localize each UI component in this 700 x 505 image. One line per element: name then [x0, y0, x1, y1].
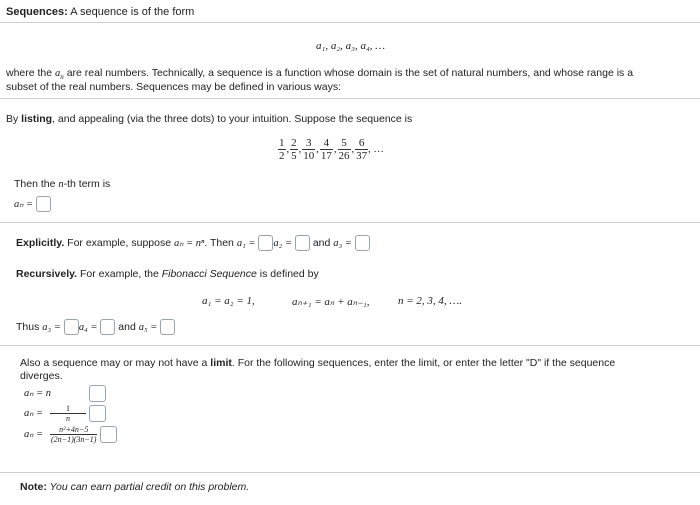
- fib-eq-1: a₁ = a₂ = 1,: [202, 295, 255, 307]
- limit-1-box[interactable]: [89, 385, 106, 402]
- sequence-term: $\frac{6}{37}$: [356, 137, 368, 162]
- an-row: [14, 196, 51, 212]
- sequence-dots: , …: [368, 144, 384, 155]
- explicit-a1-box[interactable]: [258, 235, 273, 251]
- note-line: [20, 481, 249, 493]
- limit-item-1: aₙ = n: [24, 385, 106, 402]
- explicit-line: Explicitly. For example, suppose aₙ = nⁿ. Then a₁ = a₂ = and a₃ =: [16, 235, 370, 251]
- header-line: [6, 6, 194, 18]
- intro-line-2: subset of the real numbers. Sequences may be defined in various ways:: [6, 81, 342, 93]
- an-label: aₙ =: [14, 198, 34, 210]
- recursive-a4-box[interactable]: [100, 319, 115, 335]
- section-divider-2: [0, 222, 700, 223]
- sequence-term: $\frac{5}{26}$: [338, 137, 350, 162]
- fib-eq-2: aₙ₊₁ = aₙ + aₙ₋₁,: [292, 296, 370, 308]
- limit-3-box[interactable]: [100, 426, 117, 443]
- explicit-a2-box[interactable]: [295, 235, 310, 251]
- intro-line-1: where the $a_n$ are real numbers. Technically, a sequence is a function whose domain is the set of natural numbers, and whose range is a: [6, 67, 634, 82]
- recursive-a5-box[interactable]: [160, 319, 175, 335]
- header-text: A sequence is of the form: [67, 6, 195, 18]
- sequence-term: $\frac{1}{2}$: [279, 137, 285, 162]
- header-title: Sequences:: [6, 6, 68, 18]
- sequence-comma: ,: [316, 144, 319, 155]
- thus-line: Thus a₃ = a₄ = and a₅ =: [16, 319, 175, 335]
- sequence-term: $\frac{4}{17}$: [320, 137, 332, 162]
- recursive-a3-box[interactable]: [64, 319, 79, 335]
- listing-sequence: [278, 137, 384, 162]
- sequence-comma: ,: [298, 144, 302, 155]
- listing-line: By listing, and appealing (via the three dots) to your intuition. Suppose the sequence is: [6, 113, 413, 125]
- sequence-term: $\frac{3}{10}$: [303, 137, 315, 162]
- an-answer-box[interactable]: [36, 196, 51, 212]
- sequence-comma: ,: [351, 144, 355, 155]
- limit-item-3: aₙ = $\frac{\text{n²+4n−5}}{(2n-1)(3n-1)}$: [24, 425, 117, 444]
- limit-2-box[interactable]: [89, 405, 106, 422]
- nth-term-line: Then the n-th term is: [14, 178, 111, 190]
- explicit-a3-box[interactable]: [355, 235, 370, 251]
- limit-line-2: diverges.: [20, 370, 63, 382]
- general-form: a₁, a₂, a₃, a₄, …: [316, 40, 386, 52]
- section-divider-3: [0, 345, 700, 346]
- fib-eq-3: n = 2, 3, 4, ….: [398, 295, 462, 307]
- sequence-comma: ,: [286, 144, 290, 155]
- sequence-comma: ,: [333, 144, 337, 155]
- note-text: You can earn partial credit on this problem.: [46, 481, 250, 493]
- section-divider-1: [0, 98, 700, 99]
- sequence-term: $\frac{2}{5}$: [291, 137, 297, 162]
- note-label: Note:: [20, 481, 47, 493]
- recursive-line: Recursively. For example, the Fibonacci Sequence is defined by: [16, 268, 319, 280]
- header-divider: [0, 22, 700, 23]
- intro-var: $a_n$: [55, 68, 64, 82]
- limit-item-2: aₙ = $\frac{1}{n}$: [24, 404, 106, 423]
- limit-line-1: Also a sequence may or may not have a limit. For the following sequences, enter the limit, or enter the letter "D" if the sequence: [20, 357, 616, 369]
- section-divider-4: [0, 472, 700, 473]
